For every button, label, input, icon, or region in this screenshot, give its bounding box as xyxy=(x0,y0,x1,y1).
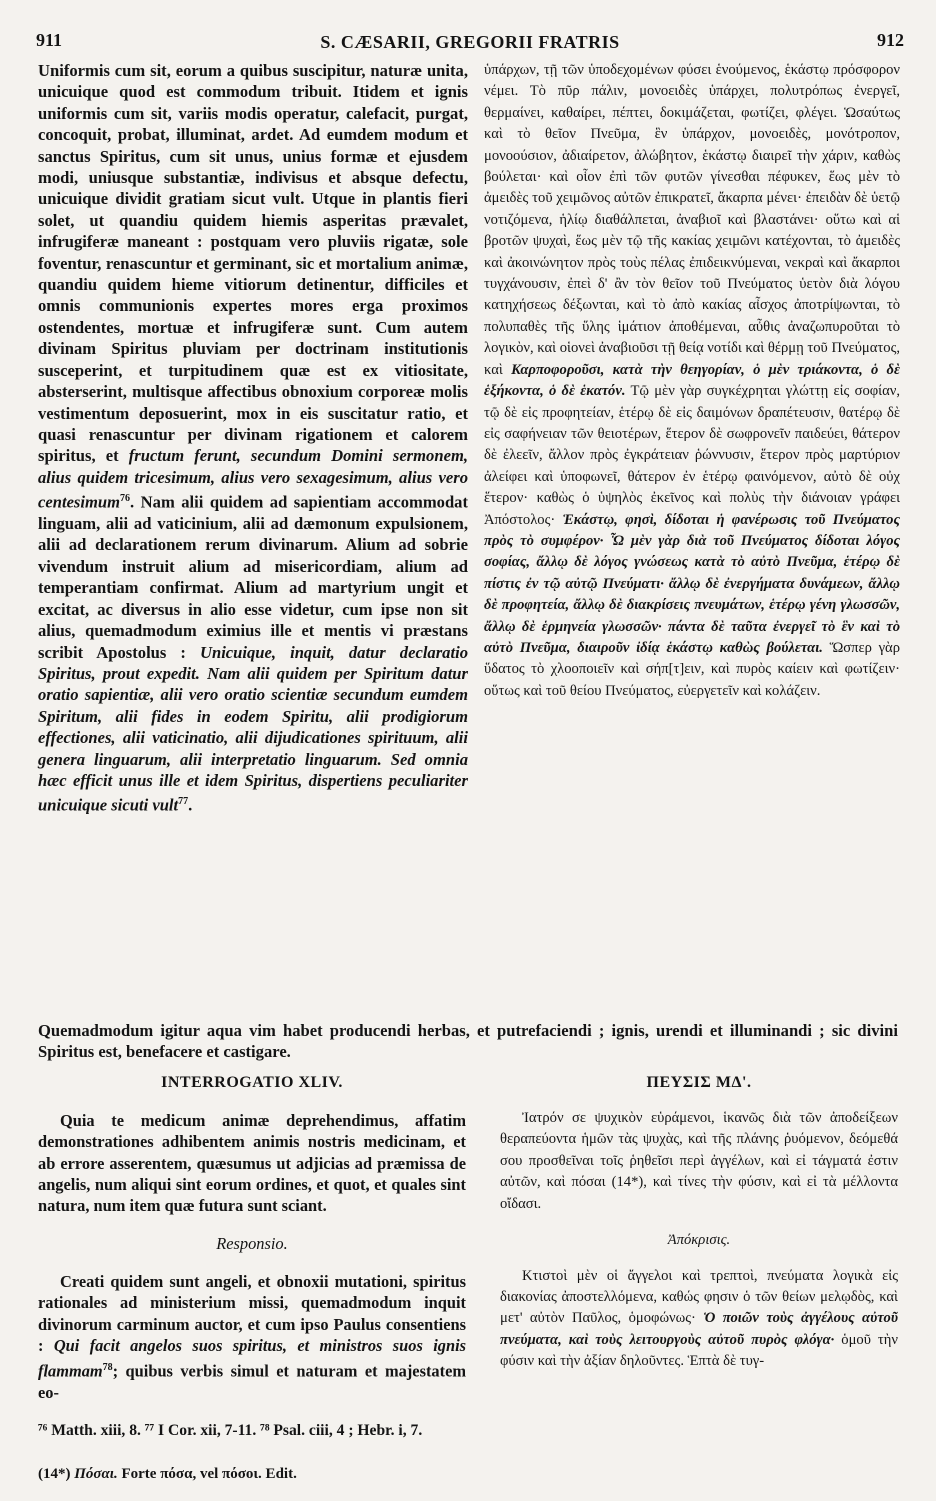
latin-quote-matthew: fructum ferunt, secundum Domini sermonem, alius quidem tricesimum, alius vero sexagesimum, alius vero centesimum xyxy=(38,446,468,512)
latin-mid-text: . Nam alii quidem ad sapientiam accommodat linguam, alii ad vaticinium, alii ad dæmonum expulsionem, alii ad declarationem rerum divinarum. Alium ad sobrie vivendum instruit alium ad misericordiam, alium ad temperantiam confirmat. Alium ad martyrium ungit et excitat, ac diversus in alio esse videtur, cum ipse non sit alius, quemadmodum eximius ille et mentis vi præstans scribit Apostolus : xyxy=(38,492,468,662)
greek-main-text: ὑπάρχων, τῇ τῶν ὑποδεχομένων φύσει ἑνούμενος, ἑκάστῳ πρόσφορον νέμει. Τὸ πῦρ πάλιν, μονοειδὲς ὑπάρχει, πολυτρόπως ἐνεργεῖ, θερμαίνει, καθαίρει, πέπτει, δοκιμάζεται, φωτίζει, φλέγει. Ὡσαύτως καὶ τὸ θεῖον Πνεῦμα, ἓν ὑπάρχον, μονοειδὲς, μονότροπον, μονοούσιον, ἀδιαίρετον, ἀλώβητον, ἑκάστῳ διαιρεῖ τὴν χάριν, καθὼς βούλεται· καὶ οἷον ἐπὶ τῶν φυτῶν γίνεσθαι πέφυκεν, ἕως μὲν τὸ ἀμειδὲς τοῦ χειμῶνος αὐτῶν ἐπικρατεῖ, ἄκαρπα μένει· ἐπειδὰν δὲ ὑετῷ νοτιζόμενα, ἡλίῳ διαθάλπεται, ἀναβιοῖ καὶ βλαστάνει· οὕτω καὶ αἱ βροτῶν ψυχαὶ, ἕως μὲν τῷ τῆς κακίας χειμῶνι κατέχονται, τὸ ἀμειδὲς καὶ ἀκοινώνητον πρὸς τοὺς πέλας ἐπιδεικνύμεναι, νεκραὶ καὶ ἄκαρποι τυγχάνουσιν, ἐπεὶ δ' ἂν τὸν θεῖον τοῦ Πνεύματος ὑετὸν διὰ λόγου κατηχήσεως δέξωνται, καὶ τὸ ἀπὸ κακίας αἶσχος ἀποτρίψωνται, τὸ πολυπαθὲς τῆς ὕλης ἱμάτιον ἀποθέμεναι, αὖθις ἀναζωπυροῦται τὸ λογικὸν, καὶ οἱονεὶ ἀναβιοῦσι τῇ θείᾳ νοτίδι καὶ θέρμῃ τοῦ Πνεύματος, καὶ xyxy=(484,62,900,378)
latin-full-width-line: Quemadmodum igitur aqua vim habet producendi herbas, et putrefaciendi ; ignis, urendi et illuminandi ; sic divini Spiritus est, benefacere et castigare. xyxy=(38,1021,898,1061)
footnote-ref-76: 76 xyxy=(120,493,131,505)
latin-quote-corinthians: Unicuique, inquit, datur declaratio Spiritus, prout expedit. Nam alii quidem per Spiritum datur oratio sapientiæ, alii vero oratio scientiæ secundum eumdem Spiritum, alii fides in eodem Spiritu, alii prodigiorum effectiones, alii vaticinatio, alii dijudicationes spirituum, alii genera linguarum, alii interpretatio linguarum. Sed omnia hæc efficit unus ille et idem Spiritus, dispertiens peculiariter unicuique sicuti vult xyxy=(38,642,468,815)
footnotes-line: ⁷⁶ Matth. xiii, 8. ⁷⁷ I Cor. xii, 7-11. ⁷⁸ Psal. ciii, 4 ; Hebr. i, 7. xyxy=(38,1422,423,1439)
interrogatio-section xyxy=(38,1072,466,1419)
editor-note-greek: Πόσαι. xyxy=(74,1466,118,1482)
greek-quote-corinthians: Ἑκάστῳ, φησὶ, δίδοται ἡ φανέρωσις τοῦ Πνεύματος πρὸς τὸ συμφέρον· Ὧ μὲν γὰρ διὰ τοῦ Πνεύματος δίδοται λόγος σοφίας, ἄλλῳ δὲ λόγος γνώσεως κατὰ τὸ αὐτὸ Πνεῦμα, ἑτέρῳ δὲ πίστις ἐν τῷ αὐτῷ Πνεύματι· ἄλλῳ δὲ ἐνεργήματα δυνάμεων, ἄλλῳ δὲ προφητεία, ἄλλῳ δὲ διακρίσεις πνευμάτων, ἑτέρῳ γένη γλωσσῶν, ἄλλῳ δὲ ἑρμηνεία γλωσσῶν· πάντα δὲ ταῦτα ἐνεργεῖ τὸ ἓν καὶ τὸ αὐτὸ Πνεῦμα, διαιροῦν ἰδίᾳ ἑκάστῳ καθὼς βούλεται. xyxy=(484,511,900,656)
responsio-quote: Qui facit angelos suos spiritus, et ministros suos ignis flammam xyxy=(38,1336,466,1381)
responsio-title: Responsio. xyxy=(216,1234,288,1254)
interrogatio-title: INTERROGATIO XLIV. xyxy=(161,1074,343,1091)
pevsis-section xyxy=(500,1072,898,1387)
footnote-ref-78: 78 xyxy=(102,1361,113,1373)
running-title: S. CÆSARII, GREGORII FRATRIS xyxy=(320,32,620,52)
responsio-end: ; quibus verbis simul et naturam et majestatem eo- xyxy=(38,1361,466,1402)
latin-column: Uniformis cum sit, eorum a quibus suscipitur, naturæ unita, unicuique quod est commodum tribuit. Itidem et ignis uniformis cum sit, variis modis operatur, calefacit, purgat, concoquit, probat, illuminat, ardet. Ad eumdem modum et sanctus Spiritus, cum sit unus, unius formæ et ejusdem modi, uniusque substantiæ, indivisus et absque defectu, unicuique dividit gratiam sicut vult. Utque in plantis fieri solet, ut quandiu quidem hiemis asperitas prævalet, infrugiferæ maneant : postquam vero pluviis rigatæ, sole foventur, renascuntur et germinant, sic et mortalium animæ, quandiu quidem hieme vitiorum detinentur, difficiles et omnis communionis expertes mores erga proximos ostendentes, mortuæ et infrugiferæ sunt. Cum autem divinam Spiritus pluviam per doctrinam institutionis susceperint, et turpitudinem quæ est ex vitiositate, absterserint, multisque affectibus obnoxium corporeæ molis vestimentum deposuerint, mox in eis suscitatur ratio, et quasi renascuntur per divinam rigationem et calorem spiritus, et fructum ferunt, secundum Domini sermonem, alius quidem tricesimum, alius vero sexagesimum, alius vero centesimum$^{76}$. Nam alii quidem ad sapientiam accommodat linguam, alii ad vaticinium, alii ad dæmonum expulsionem, alii ad declarationem rerum divinarum. Alium ad sobrie vivendum instruit alium ad misericordiam, alium ad temperantiam confirmat. Alium ad martyrium ungit et excitat, ac diversus in alio esse videtur, cum ipse non sit alius, quemadmodum eximius ille et mentis vi præstans scribit Apostolus : Unicuique, inquit, datur declaratio Spiritus, prout expedit. Nam alii quidem per Spiritum datur oratio sapientiæ, alii vero oratio scientiæ secundum eumdem Spiritum, alii fides in eodem Spiritu, alii prodigiorum effectiones, alii vaticinatio, alii dijudicationes spirituum, alii genera linguarum, alii interpretatio linguarum. Sed omnia hæc efficit unus ille et idem Spiritus, dispertiens peculiariter unicuique sicuti vult$^{77}$. xyxy=(38,61,468,815)
greek-quote-matthew: Καρποφοροῦσι, κατὰ τὴν θεηγορίαν, ὁ μὲν τριάκοντα, ὁ δὲ ἑξήκοντα, ὁ δὲ ἑκατόν. xyxy=(484,361,901,400)
editor-note-label: (14*) xyxy=(38,1466,71,1482)
footnote-ref-77: 77 xyxy=(178,796,189,808)
editor-note xyxy=(38,1466,898,1483)
pevsis-title: ΠΕΥΣΙΣ ΜΔ'. xyxy=(646,1074,752,1091)
interrogatio-text: Quia te medicum animæ deprehendimus, affatim demonstrationes adhibentem animis nostris medicinam, et ab errore asserentem, quæsumus ut adjicias ad præmissa de angelis, num aliqui sint eorum ordines, et quot, et quales sint natura, num item quæ futura sunt sciant. xyxy=(38,1110,466,1216)
editor-note-text: Forte πόσα, vel πόσοι. Edit. xyxy=(121,1466,297,1482)
latin-main-text: Uniformis cum sit, eorum a quibus suscipitur, naturæ unita, unicuique quod est commodum tribuit. Itidem et ignis uniformis cum sit, variis modis operatur, calefacit, purgat, concoquit, probat, illuminat, ardet. Ad eumdem modum et sanctus Spiritus, cum sit unus, unius formæ et ejusdem modi, uniusque substantiæ, indivisus et absque defectu, unicuique dividit gratiam sicut vult. Utque in plantis fieri solet, ut quandiu quidem hiemis asperitas prævalet, infrugiferæ maneant : postquam vero pluviis rigatæ, sole foventur, renascuntur et germinant, sic et mortalium animæ, quandiu quidem hieme vitiorum detinentur, difficiles et omnis communionis expertes mores erga proximos ostendentes, mortuæ et infrugiferæ sunt. Cum autem divinam Spiritus pluviam per doctrinam institutionis susceperint, et turpitudinem quæ est ex vitiositate, absterserint, multisque affectibus obnoxium corporeæ molis vestimentum deposuerint, mox in eis suscitatur ratio, et quasi renascuntur per divinam rigationem et calorem spiritus, et xyxy=(38,61,468,466)
greek-end-text: Ὥσπερ γὰρ ὕδατος τὸ χλοοποιεῖν καὶ σήπ[τ]ειν, καὶ πυρὸς καίειν καὶ φωτίζειν· οὕτως καὶ τοῦ θείου Πνεύματος, εὐεργετεῖν καὶ κολάζειν. xyxy=(484,639,900,699)
page-header xyxy=(36,30,904,60)
apokrisis-end: ὁμοῦ τὴν φύσιν καὶ τὴν ἀξίαν δηλοῦντες. Ἑπτὰ δὲ τυγ- xyxy=(500,1331,898,1370)
page-number-left: 911 xyxy=(36,30,63,50)
apokrisis-title: Ἀπόκρισις. xyxy=(667,1231,731,1248)
apokrisis-quote: Ὁ ποιῶν τοὺς ἀγγέλους αὐτοῦ πνεύματα, καὶ τοὺς λειτουργοὺς αὐτοῦ πυρὸς φλόγα· xyxy=(500,1310,898,1348)
greek-mid-text: Τῷ μὲν γὰρ συγκέχρηται γλώττῃ εἰς σοφίαν, τῷ δὲ εἰς προφητείαν, ἑτέρῳ δὲ εἰς δαιμόνων δραπέτευσιν, θατέρῳ δὲ εἰς σαφήνειαν τῶν θειοτέρων, ἕτερον δὲ σωφρονεῖν παιδεύει, θάτερον δὲ ἐλεεῖν, ἄλλον πρὸς ἐγκράτειαν ῥώννυσιν, ἕτερον πρὸς μαρτύριον ἀλείφει καὶ ὑποφωνεῖ, θάτερον ἐν ἑτέρῳ φαινόμενον, αὐτὸ δὲ οὐχ ἕτερον· καθὼς ὁ ὑψηλὸς ἐκεῖνος καὶ πολὺς τὴν διάνοιαν γράφει Ἀπόστολος· xyxy=(484,383,900,528)
page-number-right: 912 xyxy=(877,30,904,50)
responsio-text: Creati quidem sunt angeli, et obnoxii mutationi, spiritus rationales ad ministerium missi, quemadmodum inquit divinorum carminum auctor, et cum ipso Paulus consentiens : xyxy=(38,1272,466,1356)
pevsis-text: Ἰατρόν σε ψυχικὸν εὑράμενοι, ἱκανῶς διὰ τῶν ἀποδείξεων θεραπεύοντα ἡμῶν τὰς ψυχὰς, καὶ τῆς πλάνης ῥυόμενον, δεόμεθά σου προσθεῖναι τοῖς ῥηθεῖσι περὶ ἀγγέλων, καὶ εἰ τάγματά ἐστιν αὐτῶν, καὶ πόσαι (14*), καὶ τίνες τὴν φύσιν, καὶ εἰ τὰ μέλλοντα οἴδασι. xyxy=(500,1110,898,1212)
greek-column xyxy=(484,60,900,702)
apokrisis-text: Κτιστοὶ μὲν οἱ ἄγγελοι καὶ τρεπτοὶ, πνεύματα λογικὰ εἰς διακονίας ἀποστελλόμενα, καθώς φησιν ὁ τῶν θείων μελῳδὸς, καὶ μετ' αὐτὸν Παῦλος, ὁμοφώνως· xyxy=(500,1267,898,1327)
